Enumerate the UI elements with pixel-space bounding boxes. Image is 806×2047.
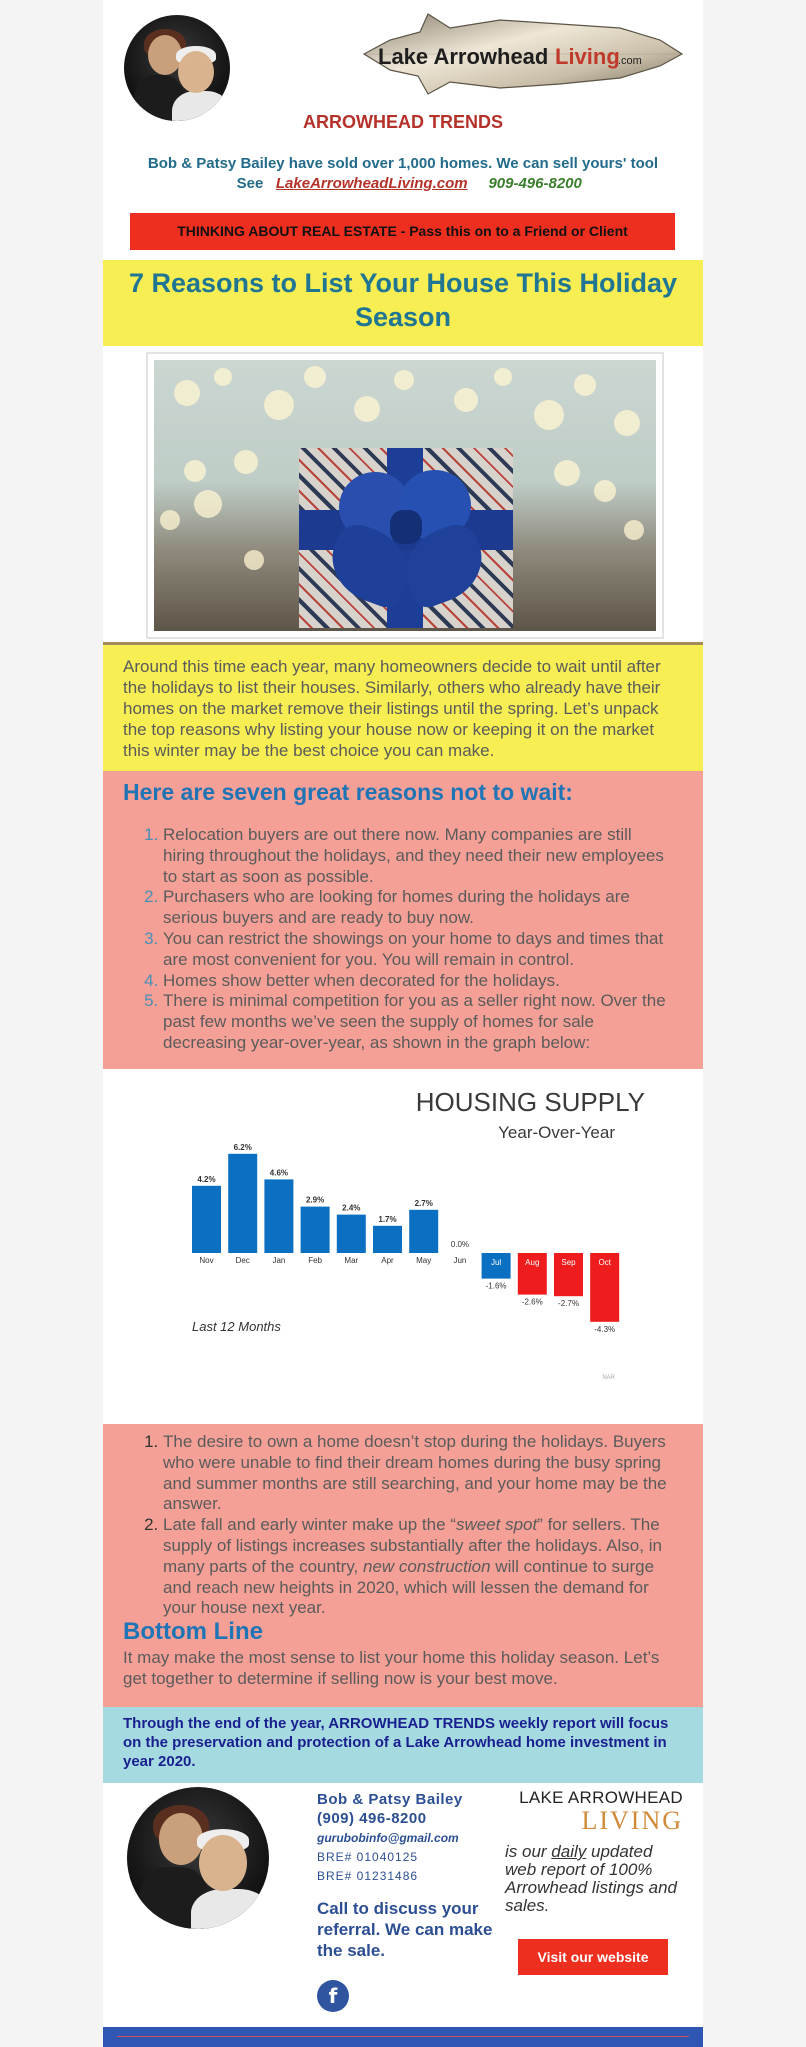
chart-title: HOUSING SUPPLY	[415, 1087, 645, 1117]
lake-arrowhead-living-logo[interactable]	[360, 10, 685, 95]
intro-paragraph: Around this time each year, many homeowners decide to wait until after the holidays to list their houses. Similarly, others who already have their homes on the market remove their listings until the spring. Let’s unpack the top reasons why listing your house now or keeping it on the market this winter may be the best choice you can make.	[123, 657, 661, 760]
chart-category-label: Mar	[344, 1256, 359, 1265]
chart-category-label: Nov	[199, 1256, 214, 1265]
agent-names: Bob & Patsy Bailey	[317, 1791, 463, 1808]
contact-phone[interactable]: (909) 496-8200	[317, 1810, 427, 1827]
chart-category-label: Sep	[561, 1258, 576, 1267]
footer-logo-line-1: LAKE ARROWHEAD	[519, 1788, 683, 1807]
reason-item: 4. Homes show better when decorated for the holidays.	[163, 971, 675, 992]
bre-license-1: BRE# 01040125	[317, 1850, 419, 1864]
newsletter-page	[103, 0, 703, 2047]
chart-value-label: -2.6%	[521, 1297, 543, 1307]
logo-text-living: Living	[555, 44, 620, 69]
chart-value-label: -1.6%	[485, 1281, 507, 1291]
article-headline: 7 Reasons to List Your House This Holiday Season	[128, 268, 678, 332]
chart-value-label: 2.4%	[342, 1203, 361, 1213]
reason-item: 2. Late fall and early winter make up the “sweet spot” for sellers. The supply of listings increases substantially after the holidays. Also, in many parts of the country, new construction will continue to surge and reach new heights in 2020, which will lessen the demand for your house next year.	[163, 1515, 675, 1619]
weekly-report-section	[103, 1707, 703, 1783]
chart-bar-mar	[337, 1215, 366, 1253]
contact-email[interactable]: gurubobinfo@gmail.com	[317, 1831, 459, 1845]
chart-category-label: Aug	[525, 1258, 540, 1267]
intro-see: See	[236, 175, 264, 192]
facebook-icon[interactable]: f	[317, 1980, 349, 2012]
chart-value-label: 4.2%	[197, 1174, 216, 1184]
footer-bar	[103, 2027, 703, 2047]
chart-value-label: -4.3%	[594, 1324, 616, 1334]
chart-category-label: Jun	[453, 1256, 467, 1265]
chart-category-label: May	[416, 1256, 432, 1265]
chart-value-label: -2.7%	[558, 1299, 579, 1309]
reason-item: 1. The desire to own a home doesn’t stop during the holidays. Buyers who were unable to find their dream homes during the busy spring and summer months are still searching, and your home may be the answer.	[163, 1432, 675, 1515]
chart-value-label: 4.6%	[269, 1168, 289, 1178]
footer-divider	[117, 2036, 689, 2037]
reasons-section	[103, 771, 703, 1069]
visit-website-button[interactable]: Visit our website	[518, 1939, 668, 1975]
lake-arrowhead-living-footer-logo[interactable]	[503, 1788, 683, 1834]
chart-category-label: Oct	[598, 1258, 611, 1267]
chart-bar-nov	[192, 1186, 221, 1253]
logo-text-com: .com	[618, 55, 642, 67]
housing-supply-chart-area	[103, 1069, 703, 1424]
reasons-heading: Here are seven great reasons not to wait:	[123, 779, 573, 805]
bottom-line-heading: Bottom Line	[123, 1618, 263, 1646]
chart-value-label: 6.2%	[233, 1142, 252, 1152]
bre-license-2: BRE# 01231486	[317, 1869, 419, 1883]
housing-supply-chart	[103, 1069, 703, 1424]
intro-phone: 909-496-8200	[488, 175, 582, 192]
chart-category-label: Feb	[308, 1256, 322, 1265]
reason-item: 1. Relocation buyers are out there now. Many companies are still hiring throughout the holidays, and they need their new employees to start as soon as possible.	[163, 825, 675, 887]
reason-item: 2. Purchasers who are looking for homes during the holidays are serious buyers and are ready to buy now.	[163, 887, 675, 929]
contact-block	[317, 1790, 507, 1961]
chart-subtitle: Year-Over-Year	[498, 1123, 615, 1142]
chart-bar-dec	[228, 1154, 257, 1253]
call-to-action-text: Call to discuss your referral. We can make the sale.	[317, 1899, 493, 1960]
gift-bow	[390, 510, 422, 544]
more-reasons-list	[103, 1424, 703, 1619]
agents-photo	[124, 15, 230, 121]
chart-category-label: Dec	[235, 1256, 250, 1265]
chart-value-label: 2.9%	[305, 1195, 325, 1205]
intro-text	[123, 154, 683, 194]
weekly-report-text: Through the end of the year, ARROWHEAD TRENDS weekly report will focus on the preservation and protection of a Lake Arrowhead home investment in year 2020.	[123, 1715, 669, 1770]
bottom-line-text: It may make the most sense to list your home this holiday season. Let’s get together to determine if selling now is your best move.	[123, 1648, 660, 1689]
website-link[interactable]: LakeArrowheadLiving.com	[275, 175, 468, 192]
reasons-list	[103, 807, 703, 1054]
chart-category-label: Apr	[381, 1256, 394, 1265]
intro-paragraph-section	[103, 645, 703, 771]
intro-sentence: Bob & Patsy Bailey have sold over 1,000 homes. We can sell yours' tool	[147, 155, 659, 172]
reason-item: 5. There is minimal competition for you as a seller right now. Over the past few months we’ve seen the supply of homes for sale decreasing year-over-year, as shown in the graph below:	[163, 991, 675, 1053]
chart-bar-may	[409, 1210, 438, 1253]
gift-box-image	[154, 360, 656, 631]
reason-item: 3. You can restrict the showings on your home to days and times that are most convenient for you. You will remain in control.	[163, 929, 675, 971]
chart-bar-jan	[264, 1179, 293, 1253]
chart-source: NAR	[602, 1375, 615, 1381]
daily-report-text: is our daily updated web report of 100% Arrowhead listings and sales.	[505, 1842, 677, 1915]
agents-photo-footer	[127, 1787, 269, 1929]
more-reasons-section	[103, 1424, 703, 1707]
logo-text-lake-arrowhead: Lake Arrowhead	[378, 44, 549, 69]
pass-it-on-banner: THINKING ABOUT REAL ESTATE - Pass this on to a Friend or Client	[130, 213, 675, 250]
chart-category-label: Jul	[490, 1258, 502, 1267]
chart-annotation: Last 12 Months	[192, 1319, 281, 1334]
chart-category-label: Jan	[272, 1256, 286, 1265]
chart-bar-feb	[301, 1207, 330, 1253]
gift-photo-frame	[146, 352, 664, 639]
chart-value-label: 2.7%	[414, 1198, 433, 1208]
footer-logo-line-2: LIVING	[581, 1806, 683, 1835]
chart-bar-apr	[373, 1226, 402, 1253]
chart-value-label: 0.0%	[450, 1240, 470, 1249]
newsletter-title: ARROWHEAD TRENDS	[303, 112, 503, 132]
headline-section	[103, 260, 703, 346]
chart-value-label: 1.7%	[378, 1214, 397, 1224]
